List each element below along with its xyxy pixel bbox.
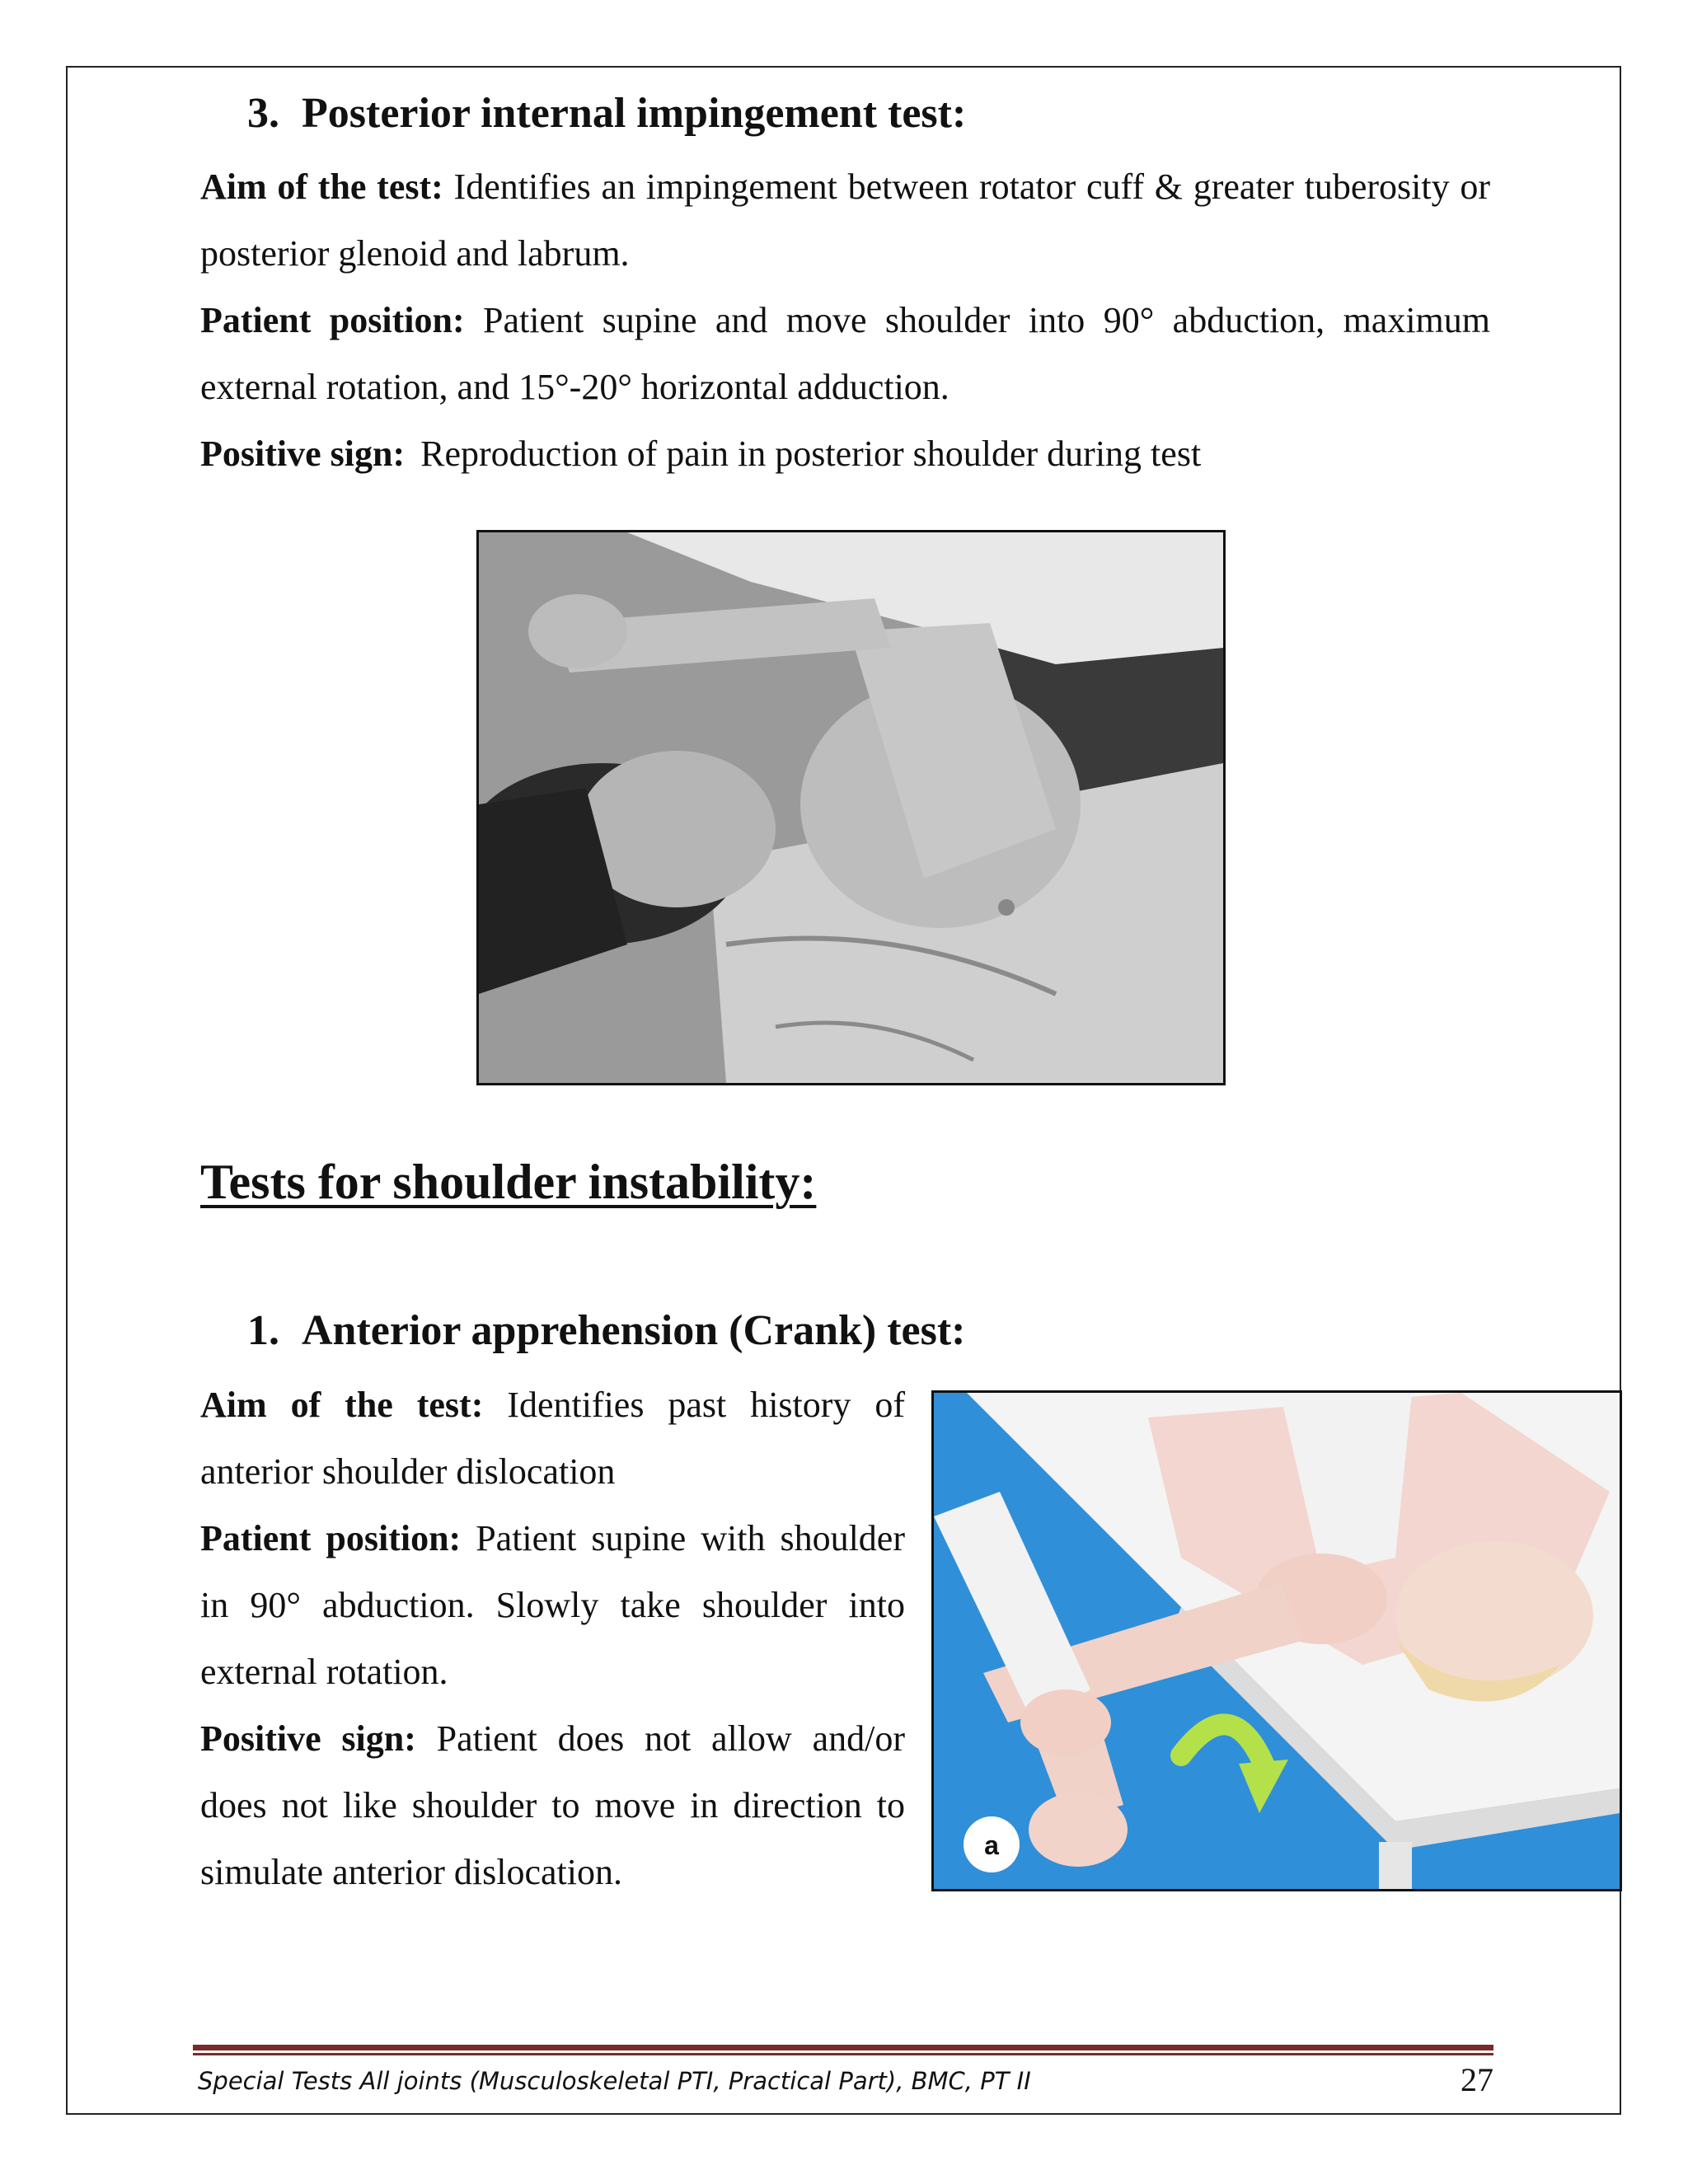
- test1-sign-label: Positive sign:: [200, 1718, 416, 1759]
- test3-sign-label: Positive sign:: [200, 434, 406, 474]
- test3-sign: [200, 420, 1490, 487]
- footer-text: Special Tests All joints (Musculoskeletal PTI, Practical Part), BMC, PT II: [198, 2067, 1031, 2095]
- footer-rule-thin: [193, 2053, 1493, 2055]
- test1-position-label: Patient position:: [200, 1518, 462, 1558]
- test3-sign-text: Reproduction of pain in posterior shoulder during test: [420, 434, 1202, 474]
- test1-position: [200, 1505, 905, 1705]
- test3-position: [200, 287, 1490, 420]
- test1-heading-number: 1.: [247, 1307, 279, 1354]
- figure-label: a: [984, 1830, 999, 1860]
- test3-position-text: Patient supine and move shoulder into 90° abduction, maximum external rotation, and 15°-20° horizontal adduction.: [200, 300, 1491, 407]
- test1-position-text: Patient supine with shoulder in 90° abduction. Slowly take shoulder into external rotation.: [200, 1518, 905, 1692]
- posterior-impingement-photo-graphic: [479, 532, 1223, 1083]
- footer-rule: [193, 2045, 1493, 2050]
- page-number: 27: [1461, 2061, 1493, 2098]
- test1-heading: [247, 1306, 966, 1355]
- test3-position-label: Patient position:: [200, 300, 465, 340]
- test3-heading-text: Posterior internal impingement test:: [302, 90, 967, 137]
- test1-aim-label: Aim of the test:: [200, 1385, 484, 1425]
- section-title: Tests for shoulder instability:: [200, 1155, 817, 1209]
- test1-aim-text: Identifies past history of anterior shoulder dislocation: [200, 1385, 905, 1492]
- test1-heading-text: Anterior apprehension (Crank) test:: [302, 1307, 966, 1354]
- test3-aim-text: Identifies an impingement between rotator cuff & greater tuberosity or posterior glenoid and labrum.: [200, 166, 1490, 274]
- posterior-impingement-photo: [476, 530, 1226, 1085]
- test1-sign-text: Patient does not allow and/or does not like shoulder to move in direction to simulate anterior dislocation.: [200, 1718, 905, 1892]
- test1-aim: [200, 1371, 905, 1505]
- test1-sign: [200, 1705, 905, 1905]
- test3-heading: [247, 89, 966, 138]
- test3-aim: [200, 153, 1490, 287]
- apprehension-test-illustration: [931, 1390, 1622, 1891]
- test3-heading-number: 3.: [247, 90, 279, 137]
- test3-aim-label: Aim of the test:: [200, 166, 443, 207]
- apprehension-illustration-graphic: [934, 1393, 1620, 1889]
